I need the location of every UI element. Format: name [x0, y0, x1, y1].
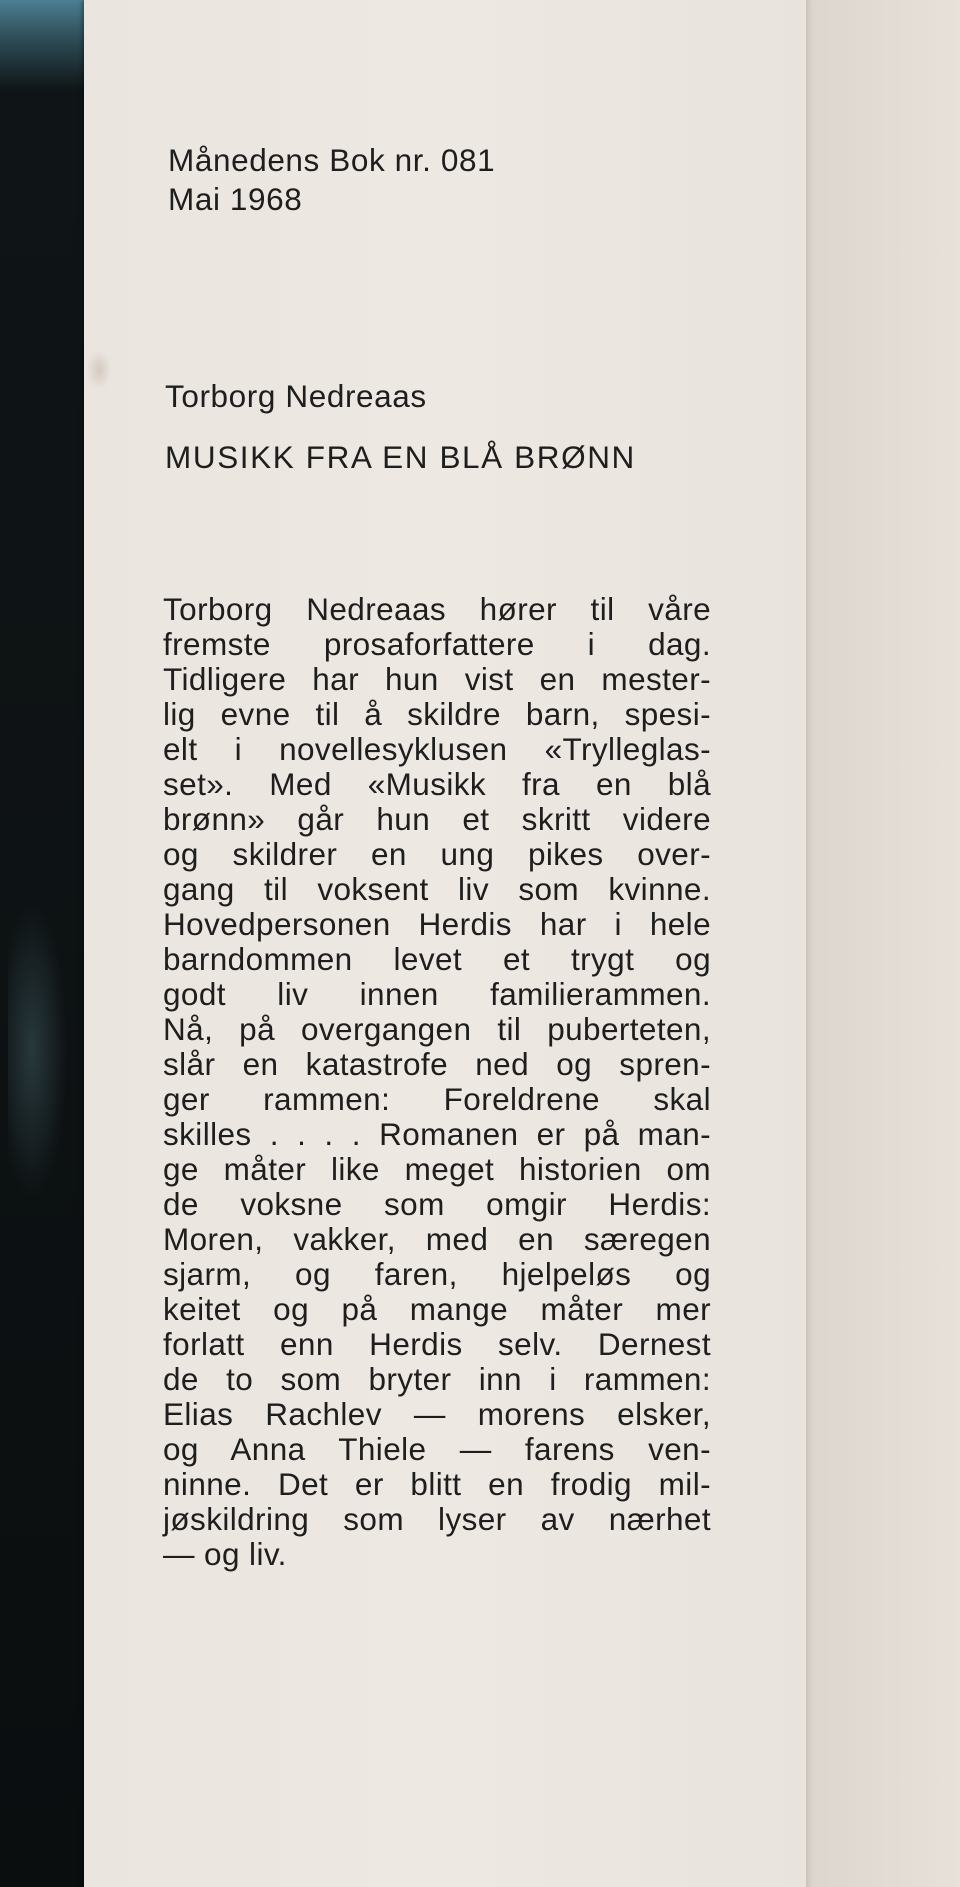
- author-name: Torborg Nedreaas: [165, 378, 427, 414]
- blurb-line: og Anna Thiele — farens ven-: [163, 1431, 711, 1467]
- blurb-line: Hovedpersonen Herdis har i hele: [163, 906, 711, 942]
- blurb-line: Moren, vakker, med en særegen: [163, 1221, 711, 1257]
- blurb-text: [163, 592, 711, 1572]
- blurb-line: elt i novellesyklusen «Trylleglas-: [163, 731, 711, 767]
- series-number: Månedens Bok nr. 081: [168, 142, 496, 178]
- back-page: [810, 0, 960, 1887]
- blurb-line: brønn» går hun et skritt videre: [163, 801, 711, 837]
- blurb-line: ger rammen: Foreldrene skal: [163, 1081, 711, 1117]
- blurb-line: set». Med «Musikk fra en blå: [163, 766, 711, 802]
- blurb-line: og skildrer en ung pikes over-: [163, 836, 711, 872]
- dark-backdrop: [0, 0, 92, 1887]
- blurb-line: barndommen levet et trygt og: [163, 941, 711, 977]
- blurb-line: gang til voksent liv som kvinne.: [163, 871, 711, 907]
- book-title: MUSIKK FRA EN BLÅ BRØNN: [165, 439, 636, 475]
- blurb-line: Torborg Nedreaas hører til våre: [163, 591, 711, 627]
- paper-stain: [86, 350, 112, 390]
- blurb-line: ninne. Det er blitt en frodig mil-: [163, 1466, 711, 1502]
- blurb-line: lig evne til å skildre barn, spesi-: [163, 696, 711, 732]
- blurb-line: de to som bryter inn i rammen:: [163, 1361, 711, 1397]
- page-fold: [806, 0, 810, 1887]
- blurb-line: fremste prosaforfattere i dag.: [163, 626, 711, 662]
- blurb-line: godt liv innen familierammen.: [163, 976, 711, 1012]
- blurb-line: keitet og på mange måter mer: [163, 1291, 711, 1327]
- blurb-line-last: — og liv.: [163, 1536, 287, 1572]
- blurb-line: de voksne som omgir Herdis:: [163, 1186, 711, 1222]
- blurb-line: forlatt enn Herdis selv. Dernest: [163, 1326, 711, 1362]
- issue-date: Mai 1968: [168, 181, 303, 217]
- blurb-line: Tidligere har hun vist en mester-: [163, 661, 711, 697]
- blurb-line: skilles . . . . Romanen er på man-: [163, 1116, 711, 1152]
- blurb-line: Nå, på overgangen til puberteten,: [163, 1011, 711, 1047]
- blurb-line: sjarm, og faren, hjelpeløs og: [163, 1256, 711, 1292]
- blurb-line: Elias Rachlev — morens elsker,: [163, 1396, 711, 1432]
- blurb-line: slår en katastrofe ned og spren-: [163, 1046, 711, 1082]
- blurb-line: ge måter like meget historien om: [163, 1151, 711, 1187]
- blurb-line: jøskildring som lyser av nærhet: [163, 1501, 711, 1537]
